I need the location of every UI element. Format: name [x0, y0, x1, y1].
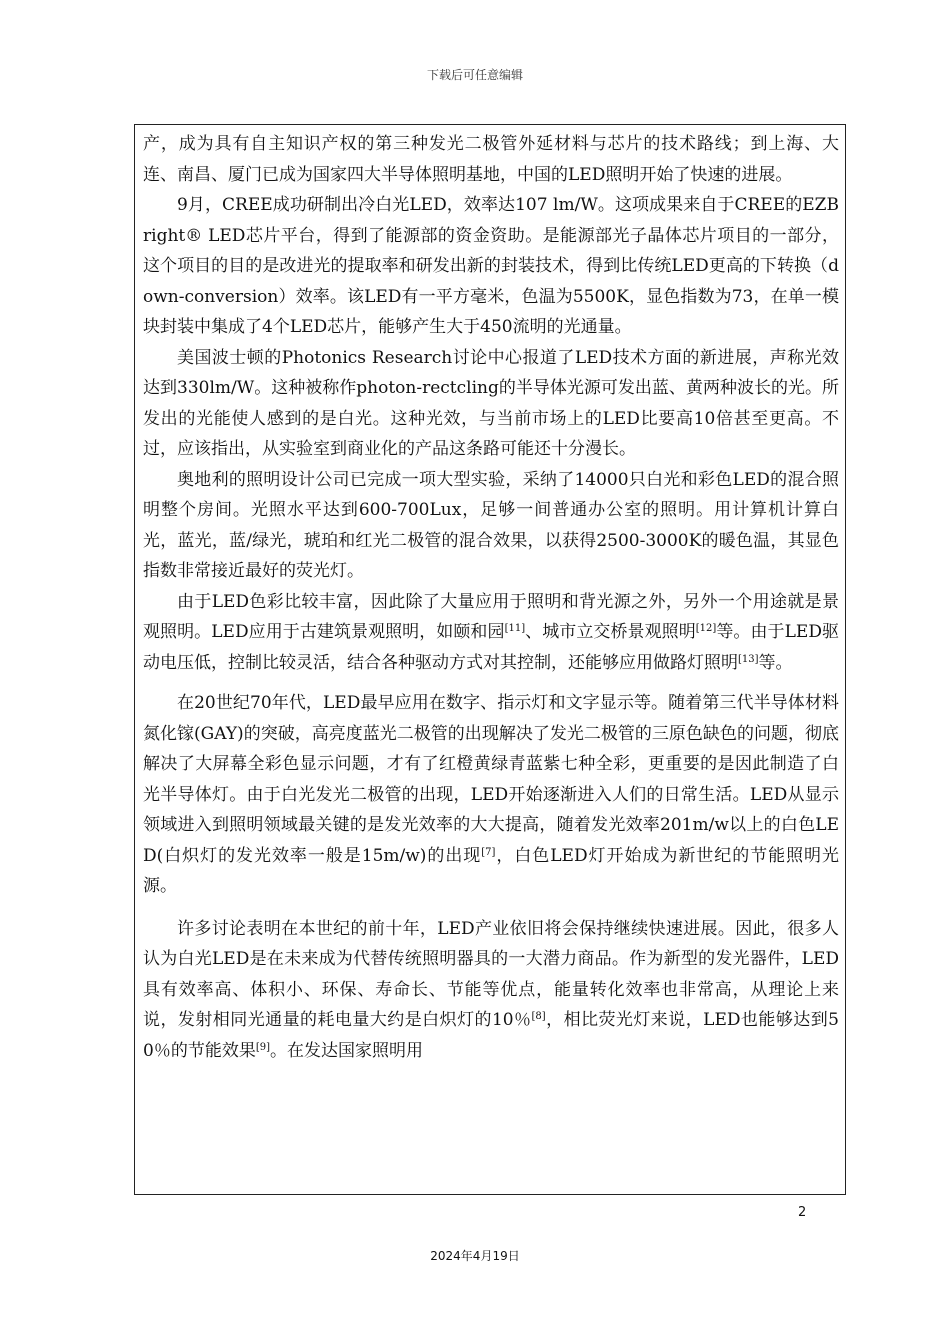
page-header: 下载后可任意编辑 [426, 68, 523, 82]
document-frame [134, 124, 846, 1195]
paragraph-text: 等。 [758, 652, 793, 673]
paragraph-text: 等。由于LED驱动电压低，控制比较灵活，结合各种驱动方式对其控制，还能够应用做路灯照明 [143, 622, 840, 673]
paragraph-text: ，相比荧光灯来说，LED也能够达到50％的节能效果 [143, 1010, 839, 1061]
citation: [12] [695, 623, 717, 634]
paragraph [143, 587, 839, 679]
paragraph-text: 、城市立交桥景观照明 [525, 622, 696, 642]
paragraph [143, 688, 839, 902]
paragraph: 美国波士顿的Photonics Research讨论中心报道了LED技术方面的新进展，声称光效达到330lm/W。这种被称作photon-rectcling的半导体光源可发出蓝、黄两种波长的光。所发出的光能使人感到的是白光。这种光效，与当前市场上的LED比要高10倍甚至更高。不过，应该指出，从实验室到商业化的产品这条路可能还十分漫长。 [143, 347, 839, 459]
paragraph: 产，成为具有自主知识产权的第三种发光二极管外延材料与芯片的技术路线；到上海、大连、南昌、厦门已成为国家四大半导体照明基地，中国的LED照明开始了快速的进展。 [143, 134, 839, 185]
page-number: 2 [798, 1205, 807, 1220]
paragraph: 奥地利的照明设计公司已完成一项大型实验，采纳了14000只白光和彩色LED的混合照明整个房间。光照水平达到600-700Lux，足够一间普通办公室的照明。用计算机计算白光，蓝光，蓝/绿光，琥珀和红光二极管的混合效果，以获得2500-3000K的暖色温，其显色指数非常接近最好的荧光灯。 [143, 469, 839, 581]
citation: [7] [481, 846, 496, 858]
citation: [9] [255, 1041, 270, 1053]
paragraph-text: ，白色LED灯开始成为新世纪的节能照明光源。 [143, 845, 839, 896]
paragraph [143, 914, 839, 1067]
citation: [13] [738, 653, 759, 665]
citation: [8] [531, 1011, 546, 1022]
paragraph-text: 在20世纪70年代，LED最早应用在数字、指示灯和文字显示等。随着第三代半导体材料氮化镓(GAY)的突破，高亮度蓝光二极管的出现解决了发光二极管的三原色缺色的问题，彻底解决了大屏幕全彩色显示问题，才有了红橙黄绿青蓝紫七种全彩，更重要的是因此制造了白光半导体灯。由于白光发光二极管的出现，LED开始逐渐进入人们的日常生活。LED从显示领域进入到照明领域最关键的是发光效率的大大提高，随着发光效率201m/w以上的白色LED(白炽灯的发光效率一般是15m/w)的出现 [143, 693, 839, 866]
paragraph-text: 许多讨论表明在本世纪的前十年，LED产业依旧将会保持继续快速进展。因此，很多人认为白光LED是在未来成为代替传统照明器具的一大潜力商品。作为新型的发光器件，LED具有效率高、体积小、环保、寿命长、节能等优点，能量转化效率也非常高，从理论上来说，发射相同光通量的耗电量大约是白炽灯的10％ [143, 918, 839, 1030]
citation: [11] [504, 623, 526, 634]
paragraph-text: 。在发达国家照明用 [270, 1040, 423, 1061]
paragraph-text: 由于LED色彩比较丰富，因此除了大量应用于照明和背光源之外，另外一个用途就是景观照明。LED应用于古建筑景观照明，如颐和园 [143, 591, 839, 642]
footer-date: 2024年4月19日 [430, 1249, 520, 1263]
paragraph: 9月，CREE成功研制出冷白光LED，效率达107 lm/W。这项成果来自于CREE的EZBright® LED芯片平台，得到了能源部的资金资助。是能源部光子晶体芯片项目的一部分，这个项目的目的是改进光的提取率和研发出新的封装技术，得到比传统LED更高的下转换（down-conversion）效率。该LED有一平方毫米，色温为5500K，显色指数为73，在单一模块封装中集成了4个LED芯片，能够产生大于450流明的光通量。 [143, 195, 839, 337]
